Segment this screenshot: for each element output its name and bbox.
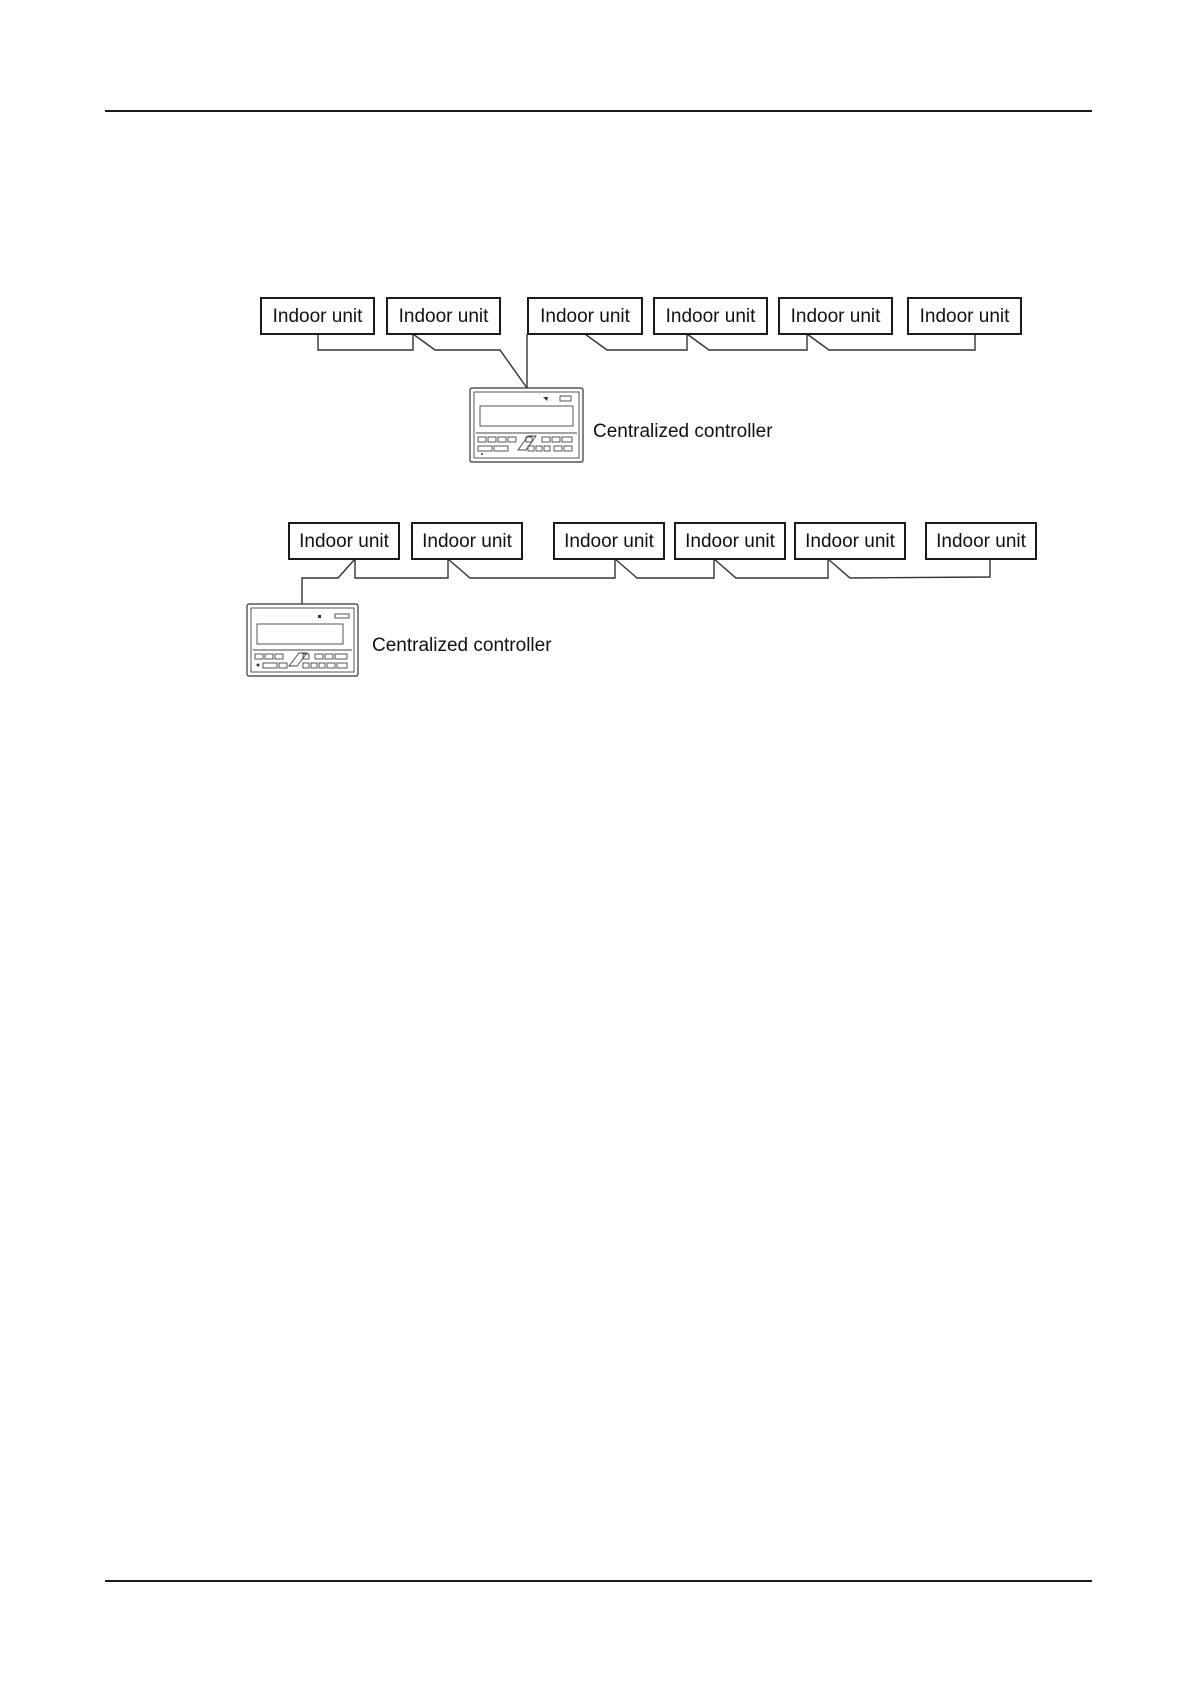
d2-indoor-unit-4 — [675, 523, 785, 559]
d2-indoor-unit-6 — [926, 523, 1036, 559]
wire-d2-unit1-unit2 — [355, 559, 448, 578]
d1-indoor-unit-2 — [387, 298, 500, 334]
d2-indoor-unit-label: Indoor unit — [805, 531, 895, 552]
d1-indoor-unit-1 — [261, 298, 374, 334]
d1-indoor-unit-4 — [654, 298, 767, 334]
diagram-2 — [247, 523, 1036, 676]
wire-d2-controller-unit1 — [302, 559, 355, 604]
d2-indoor-unit-3 — [554, 523, 664, 559]
d1-controller-label: Centralized controller — [593, 421, 773, 442]
d1-indoor-unit-label: Indoor unit — [919, 306, 1010, 327]
d2-indoor-unit-label: Indoor unit — [936, 531, 1026, 552]
wire-d2-unit5-unit6 — [828, 559, 990, 578]
d2-indoor-unit-label: Indoor unit — [422, 531, 512, 552]
d2-indoor-unit-1 — [289, 523, 399, 559]
wire-d2-unit3-unit4 — [615, 559, 714, 578]
wire-d2-unit2-unit3 — [448, 559, 615, 578]
wire-d1-unit5-unit6 — [807, 334, 975, 350]
d2-controller-label: Centralized controller — [372, 635, 552, 656]
wire-d2-unit4-unit5 — [714, 559, 828, 578]
d2-controller-device-icon — [247, 604, 358, 676]
diagram-1 — [261, 298, 1021, 462]
d1-indoor-unit-label: Indoor unit — [272, 306, 363, 327]
d2-indoor-unit-2 — [412, 523, 522, 559]
d1-controller-device-icon — [470, 388, 583, 462]
wire-d1-unit3-unit4 — [585, 334, 687, 350]
d1-indoor-unit-label: Indoor unit — [665, 306, 756, 327]
d1-indoor-unit-label: Indoor unit — [398, 306, 489, 327]
wire-d1-unit4-unit5 — [687, 334, 807, 350]
d2-indoor-unit-label: Indoor unit — [564, 531, 654, 552]
wire-d1-unit2-controller — [413, 334, 527, 388]
d1-indoor-unit-label: Indoor unit — [790, 306, 881, 327]
d2-indoor-unit-5 — [795, 523, 905, 559]
d2-indoor-unit-label: Indoor unit — [299, 531, 389, 552]
d1-indoor-unit-label: Indoor unit — [540, 306, 630, 327]
d2-indoor-unit-label: Indoor unit — [685, 531, 775, 552]
d1-indoor-unit-3 — [528, 298, 642, 334]
d1-indoor-unit-5 — [779, 298, 892, 334]
d1-indoor-unit-6 — [908, 298, 1021, 334]
wire-d1-unit1-unit2 — [318, 334, 413, 350]
